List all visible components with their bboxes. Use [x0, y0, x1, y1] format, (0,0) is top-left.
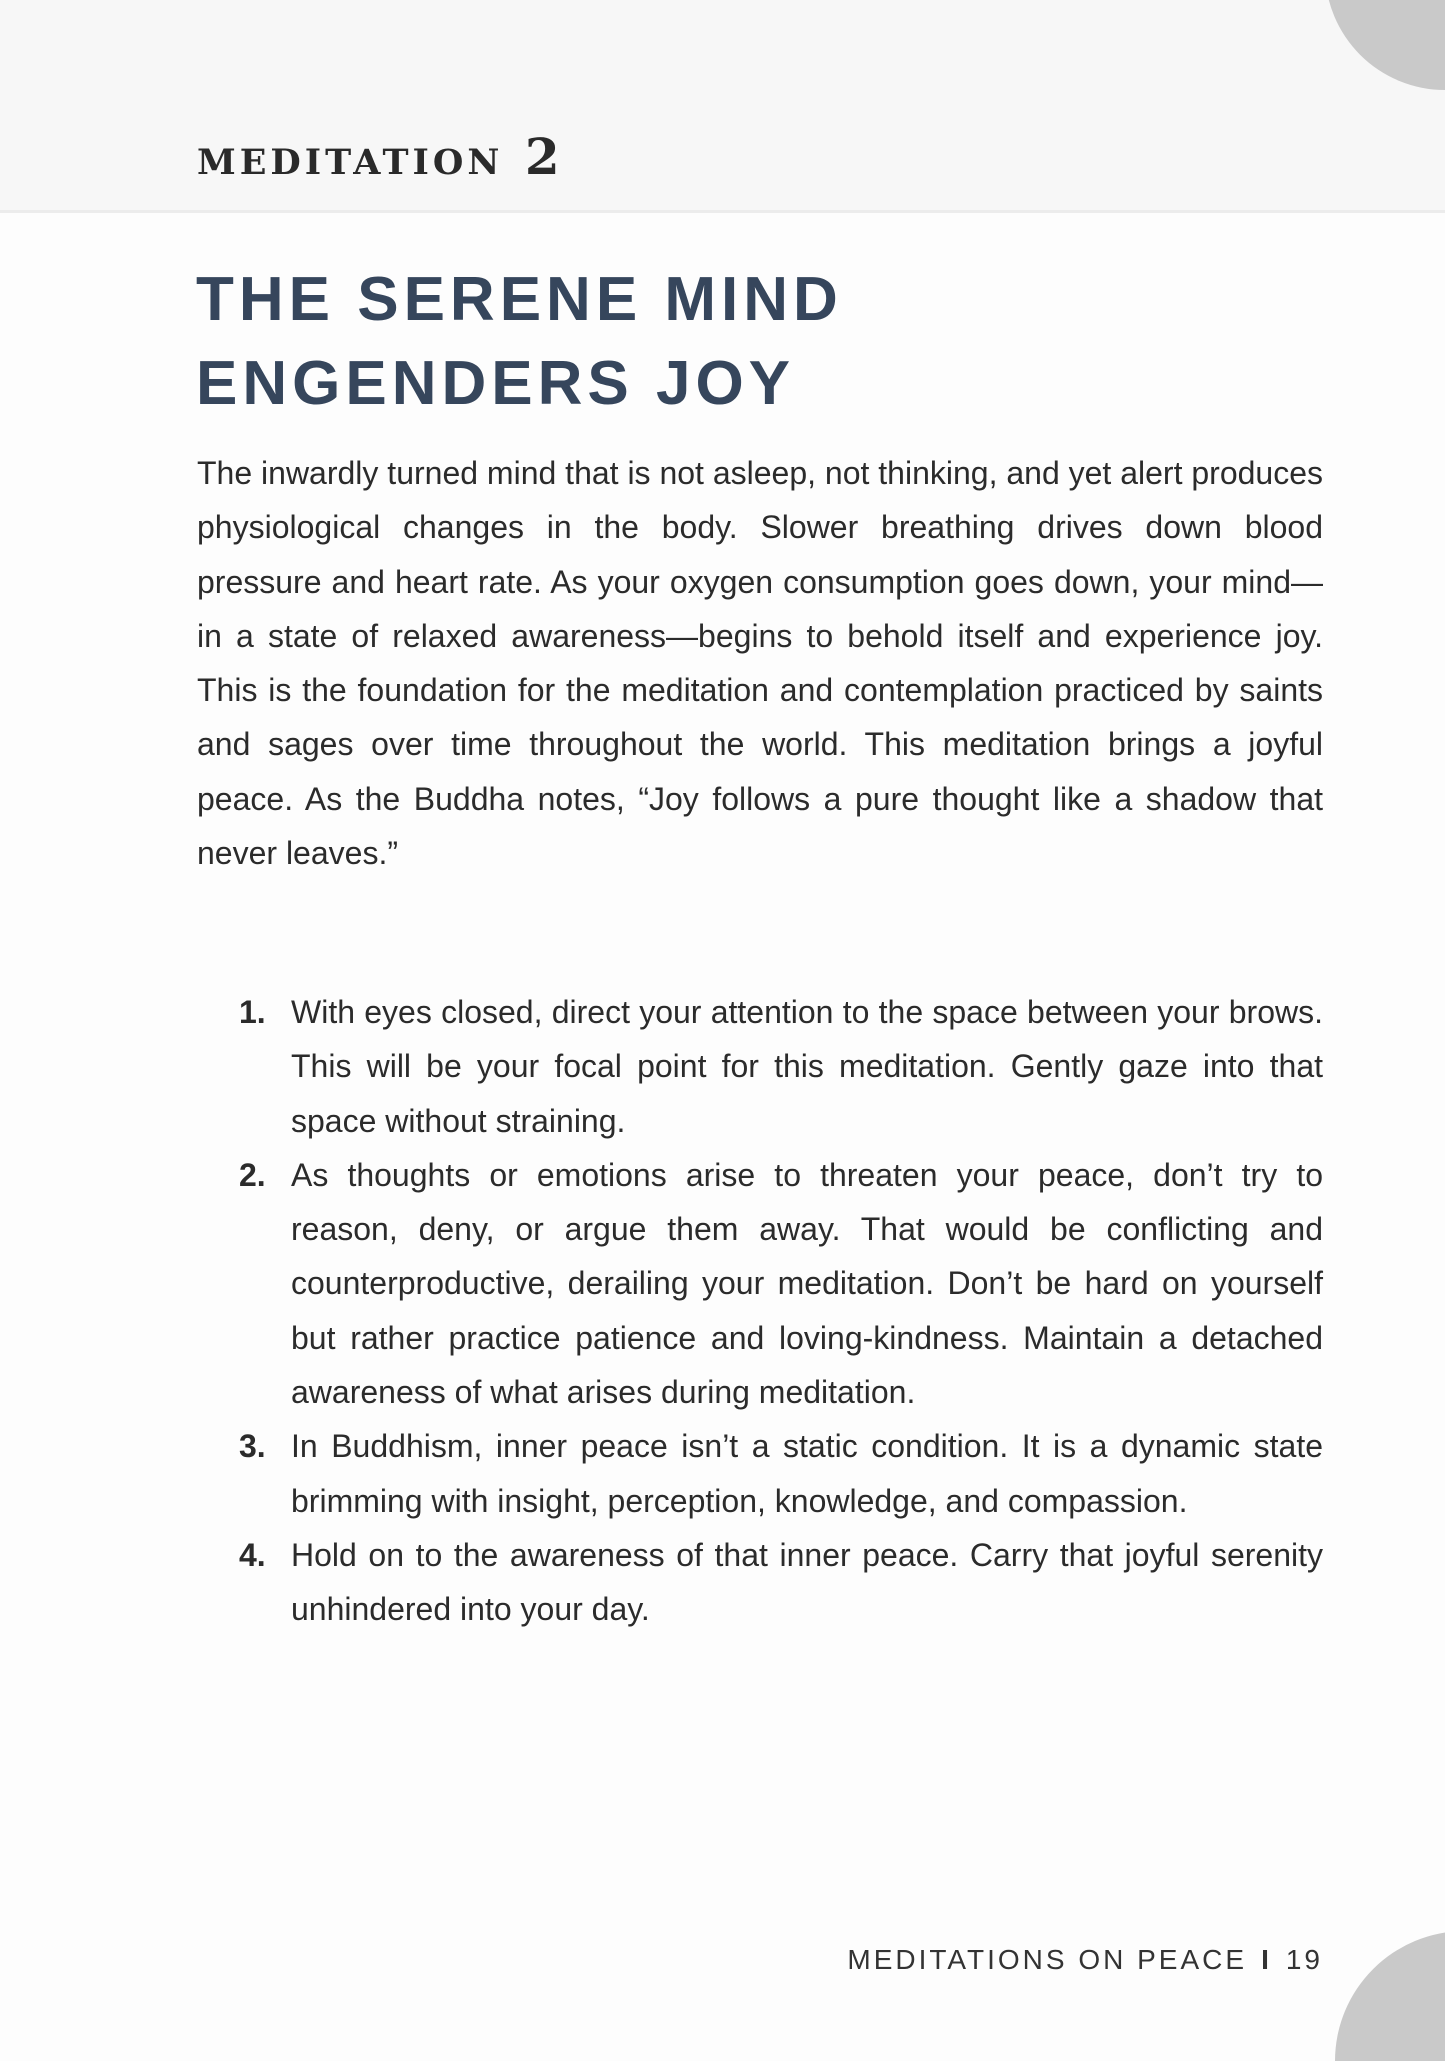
page-title-line-1: THE SERENE MIND — [196, 265, 843, 334]
step-item — [197, 1528, 1323, 1637]
step-text: In Buddhism, inner peace isn’t a static condition. It is a dynamic state brimming with insight, perception, knowledge, and compassion. — [291, 1428, 1323, 1519]
step-number: 4. — [239, 1536, 266, 1573]
header-divider — [0, 210, 1445, 213]
step-number: 2. — [239, 1156, 266, 1193]
page-curl-bottom — [1335, 1931, 1445, 2061]
section-label: meditation 2 — [197, 127, 564, 186]
page-title — [196, 258, 1196, 426]
steps-list — [197, 985, 1323, 1637]
step-number: 3. — [239, 1428, 266, 1465]
running-title: MEDITATIONS ON PEACE — [847, 1944, 1248, 1975]
step-item — [197, 1148, 1323, 1419]
step-item — [197, 985, 1323, 1148]
page-footer — [847, 1944, 1323, 1976]
page-title-line-2: ENGENDERS JOY — [196, 349, 796, 418]
step-text: As thoughts or emotions arise to threaten your peace, don’t try to reason, deny, or argue them away. That would be conflicting and counterproductive, derailing your meditation. Don’t be hard on yourself but rather practice patience and loving-kindness. Maintain a detached awareness of what arises during meditation. — [291, 1156, 1323, 1411]
step-text: With eyes closed, direct your attention to the space between your brows. This will be your focal point for this meditation. Gently gaze into that space without straining. — [291, 994, 1323, 1139]
page-number: 19 — [1285, 1944, 1323, 1975]
footer-separator: I — [1261, 1944, 1272, 1975]
step-item — [197, 1419, 1323, 1528]
step-number: 1. — [239, 994, 266, 1030]
step-text: Hold on to the awareness of that inner peace. Carry that joyful serenity unhindered into your day. — [291, 1536, 1323, 1628]
intro-paragraph: The inwardly turned mind that is not asleep, not thinking, and yet alert produces physiological changes in the body. Slower breathing drives down blood pressure and heart rate. As your oxygen consumption goes down, your mind—in a state of relaxed awareness—begins to behold itself and experience joy. This is the foundation for the meditation and contemplation practiced by saints and sages over time throughout the world. This meditation brings a joyful peace. As the Buddha notes, “Joy follows a pure thought like a shadow that never leaves.” — [197, 455, 1323, 872]
